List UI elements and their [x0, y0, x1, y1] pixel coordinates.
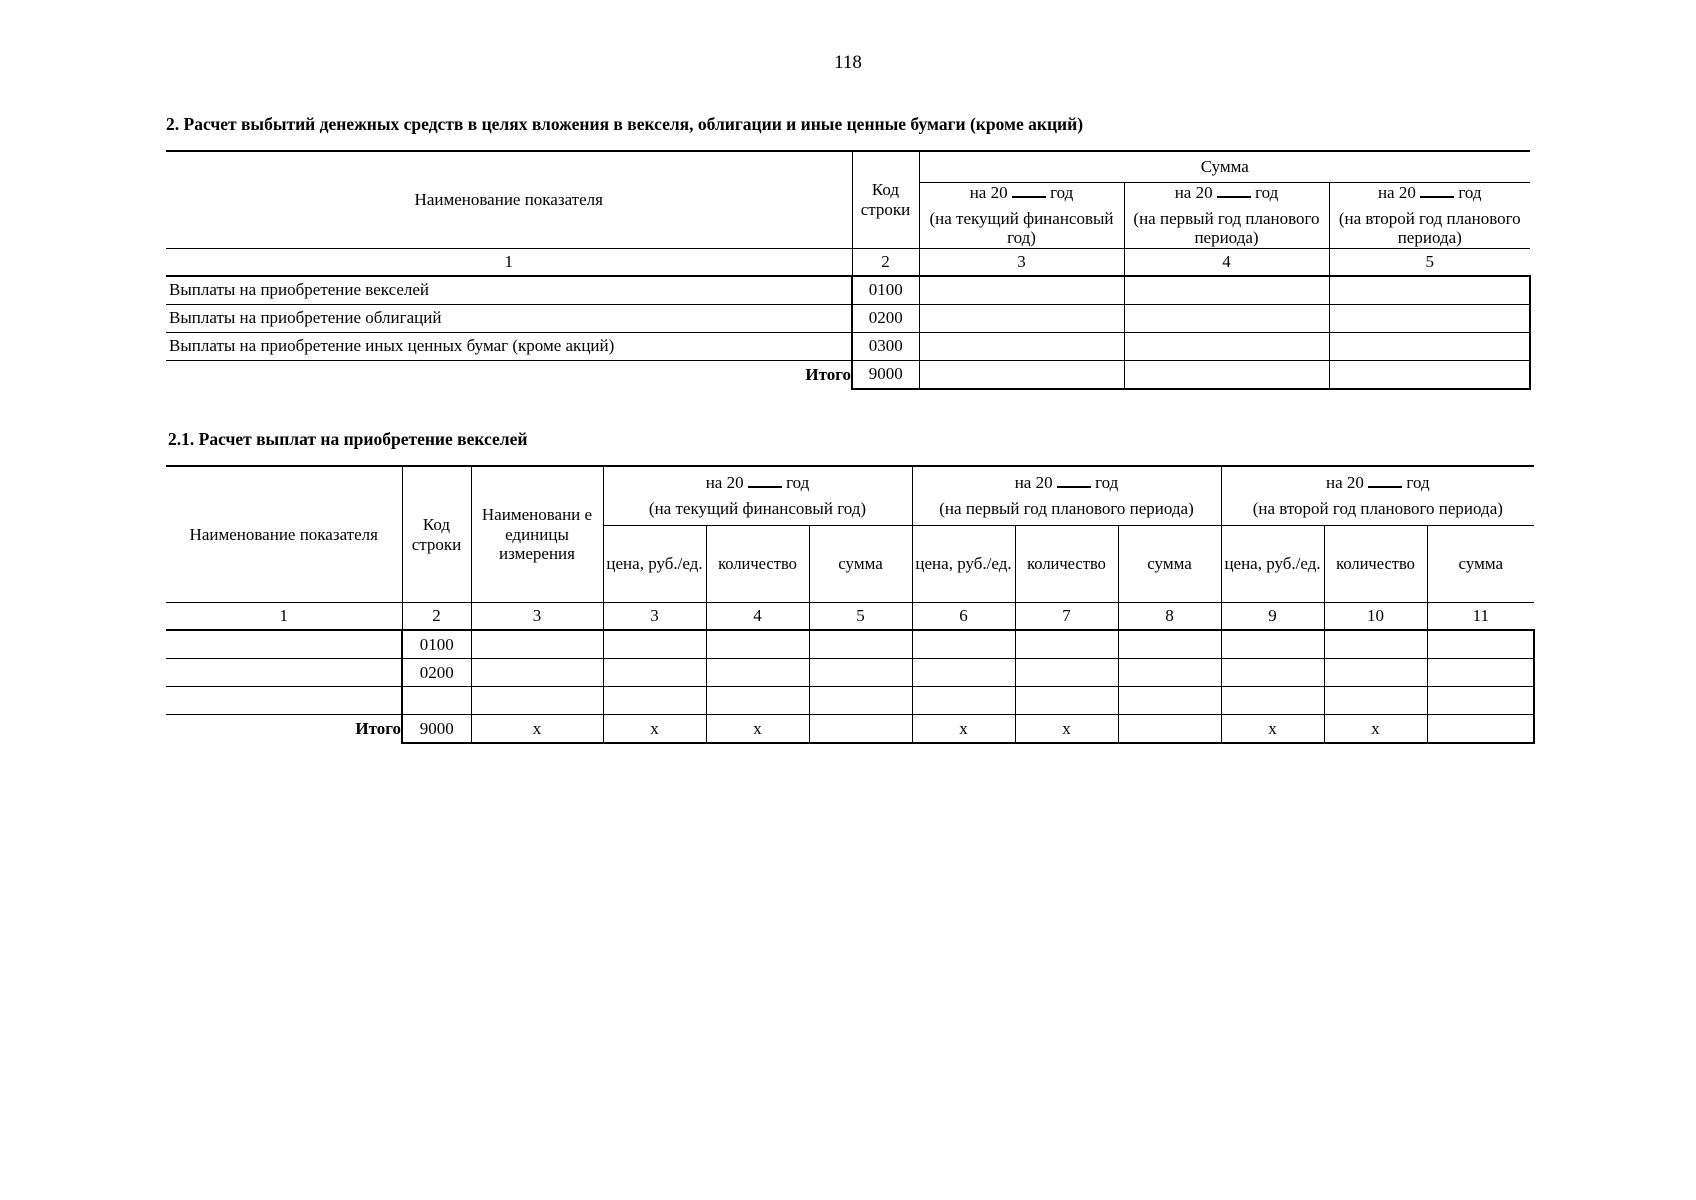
value-cell[interactable]	[1329, 276, 1530, 305]
col-number: 3	[471, 603, 603, 631]
header-year-second: на 20 год (на второй год планового периода)	[1338, 183, 1521, 248]
header-sum: Сумма	[919, 151, 1530, 183]
value-cell[interactable]	[1015, 659, 1118, 687]
table-bills-payments	[166, 465, 1535, 744]
value-cell[interactable]	[1427, 659, 1534, 687]
total-label: Итого	[355, 719, 401, 739]
value-cell[interactable]	[1124, 304, 1329, 332]
value-cell[interactable]	[1124, 276, 1329, 305]
x-mark: x	[603, 715, 706, 744]
total-label: Итого	[805, 364, 851, 384]
value-cell[interactable]	[706, 659, 809, 687]
table-row	[166, 630, 1534, 659]
x-mark: x	[1015, 715, 1118, 744]
value-cell[interactable]	[912, 659, 1015, 687]
header-code: Код строки	[852, 151, 919, 248]
value-cell[interactable]	[809, 630, 912, 659]
row-code: 9000	[852, 360, 919, 389]
header-quantity: количество	[1324, 526, 1427, 603]
row-label[interactable]	[166, 687, 402, 715]
value-cell[interactable]	[1221, 630, 1324, 659]
value-cell[interactable]	[1015, 630, 1118, 659]
header-amount: сумма	[1118, 526, 1221, 603]
value-cell[interactable]	[1118, 715, 1221, 744]
col-number: 1	[166, 603, 402, 631]
value-cell[interactable]	[1118, 630, 1221, 659]
col-number: 2	[402, 603, 471, 631]
col-number: 10	[1324, 603, 1427, 631]
table-row-total	[166, 715, 1534, 744]
value-cell[interactable]	[919, 276, 1124, 305]
value-cell[interactable]	[706, 630, 809, 659]
col-number: 8	[1118, 603, 1221, 631]
x-mark: x	[1324, 715, 1427, 744]
header-name: Наименование показателя	[166, 151, 852, 248]
value-cell[interactable]	[603, 630, 706, 659]
value-cell[interactable]	[471, 630, 603, 659]
col-number: 7	[1015, 603, 1118, 631]
col-number: 5	[809, 603, 912, 631]
header-year-first: на 20 год (на первый год планового периода)	[912, 466, 1221, 526]
value-cell[interactable]	[1118, 659, 1221, 687]
section-2-1-title: 2.1. Расчет выплат на приобретение векселей	[168, 429, 528, 449]
value-cell[interactable]	[1221, 659, 1324, 687]
x-mark: x	[912, 715, 1015, 744]
row-label: Выплаты на приобретение облигаций	[166, 304, 852, 332]
value-cell[interactable]	[1324, 687, 1427, 715]
value-cell[interactable]	[809, 715, 912, 744]
col-number: 4	[1124, 248, 1329, 276]
value-cell[interactable]	[1015, 687, 1118, 715]
col-number: 4	[706, 603, 809, 631]
header-year-current: на 20 год (на текущий финансовый год)	[603, 466, 912, 526]
header-price: цена, руб./ед.	[912, 526, 1015, 603]
header-quantity: количество	[1015, 526, 1118, 603]
value-cell[interactable]	[706, 687, 809, 715]
value-cell[interactable]	[603, 687, 706, 715]
value-cell[interactable]	[919, 332, 1124, 360]
row-code: 0100	[852, 276, 919, 305]
row-label: Выплаты на приобретение иных ценных бумаг (кроме акций)	[166, 332, 852, 360]
header-code: Код строки	[402, 466, 471, 603]
col-number: 5	[1329, 248, 1530, 276]
header-amount: сумма	[809, 526, 912, 603]
table-row	[166, 332, 1530, 360]
col-number: 2	[852, 248, 919, 276]
value-cell[interactable]	[1221, 687, 1324, 715]
col-number: 1	[166, 248, 852, 276]
value-cell[interactable]	[1324, 630, 1427, 659]
col-number: 3	[919, 248, 1124, 276]
header-price: цена, руб./ед.	[1221, 526, 1324, 603]
row-code: 9000	[402, 715, 471, 744]
value-cell[interactable]	[809, 659, 912, 687]
value-cell[interactable]	[603, 659, 706, 687]
table-row	[166, 276, 1530, 305]
value-cell[interactable]	[471, 687, 603, 715]
row-label[interactable]	[166, 630, 402, 659]
value-cell[interactable]	[1427, 630, 1534, 659]
col-number: 3	[603, 603, 706, 631]
table-row	[166, 659, 1534, 687]
row-code: 0200	[852, 304, 919, 332]
table-row	[166, 304, 1530, 332]
value-cell[interactable]	[1329, 360, 1530, 389]
page-number: 118	[834, 52, 862, 73]
value-cell[interactable]	[1329, 304, 1530, 332]
table-cash-outflows	[166, 150, 1531, 390]
col-number: 11	[1427, 603, 1534, 631]
row-code: 0200	[402, 659, 471, 687]
value-cell[interactable]	[919, 304, 1124, 332]
header-quantity: количество	[706, 526, 809, 603]
row-label[interactable]	[166, 659, 402, 687]
header-year-first: на 20 год (на первый год планового периода)	[1124, 183, 1329, 249]
value-cell[interactable]	[912, 687, 1015, 715]
row-code: 0300	[852, 332, 919, 360]
value-cell[interactable]	[919, 360, 1124, 389]
value-cell[interactable]	[1124, 360, 1329, 389]
table-row	[166, 687, 1534, 715]
value-cell[interactable]	[1118, 687, 1221, 715]
header-amount: сумма	[1458, 554, 1504, 574]
section-2-title: 2. Расчет выбытий денежных средств в целях вложения в векселя, облигации и иные ценные бумаги (кроме акций)	[166, 114, 1084, 134]
table-row-total	[166, 360, 1530, 389]
header-year-current: на 20 год (на текущий финансовый год)	[919, 183, 1124, 249]
value-cell[interactable]	[1324, 659, 1427, 687]
x-mark: x	[706, 715, 809, 744]
col-number: 6	[912, 603, 1015, 631]
row-code: 0100	[402, 630, 471, 659]
col-number: 9	[1221, 603, 1324, 631]
x-mark: x	[1221, 715, 1324, 744]
value-cell[interactable]	[1427, 715, 1534, 744]
value-cell[interactable]	[1329, 332, 1530, 360]
header-name: Наименование показателя	[166, 466, 402, 603]
row-label: Выплаты на приобретение векселей	[166, 276, 852, 305]
value-cell[interactable]	[1124, 332, 1329, 360]
value-cell[interactable]	[1427, 687, 1534, 715]
value-cell[interactable]	[471, 659, 603, 687]
row-code	[402, 687, 471, 715]
value-cell[interactable]	[809, 687, 912, 715]
header-year-second: на 20 год (на второй год планового периода)	[1221, 466, 1534, 526]
value-cell[interactable]	[912, 630, 1015, 659]
header-price: цена, руб./ед.	[603, 526, 706, 603]
x-mark: x	[471, 715, 603, 744]
header-unit: Наименовани е единицы измерения	[471, 466, 603, 603]
